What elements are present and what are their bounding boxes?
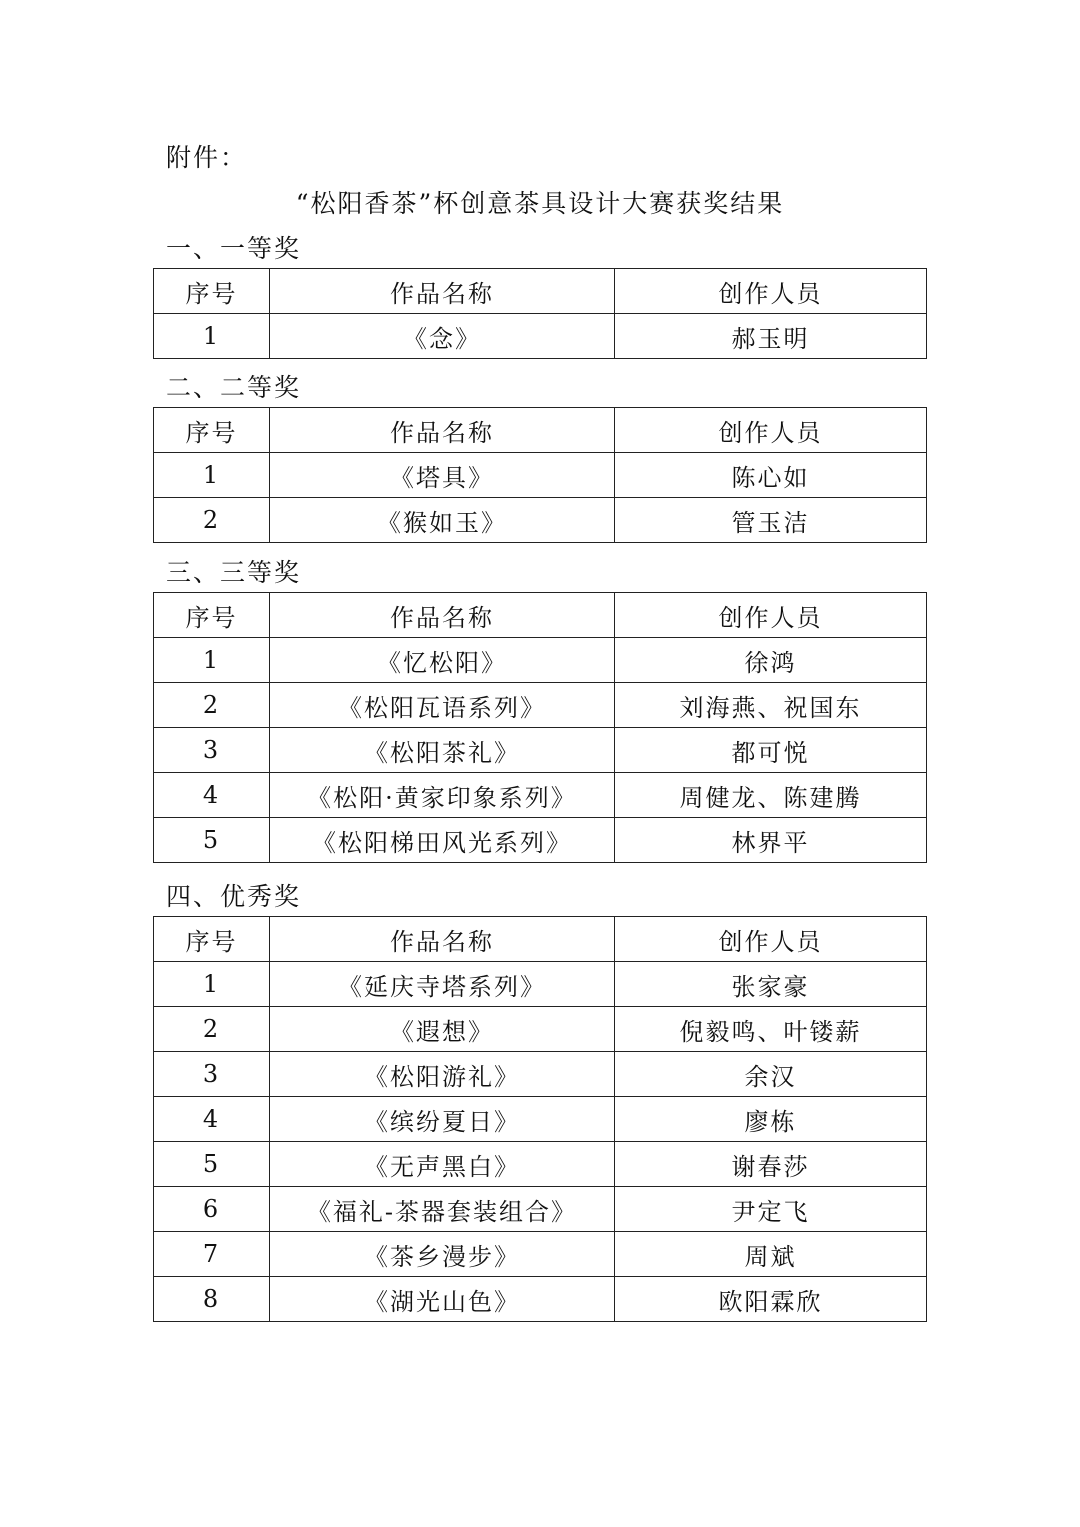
attachment-label: 附件： [166,143,248,172]
cell-index: 2 [154,683,270,728]
cell-work-name: 《延庆寺塔系列》 [270,962,615,1007]
table-row [154,818,927,863]
award-table [153,916,927,1322]
cell-work-name: 《松阳茶礼》 [270,728,615,773]
table-row [154,1142,927,1187]
cell-creators: 倪毅鸣、叶镂薪 [615,1007,927,1052]
table-row [154,1232,927,1277]
cell-creators: 徐鸿 [615,638,927,683]
cell-work-name: 《念》 [270,314,615,359]
cell-index: 2 [154,1007,270,1052]
cell-work-name: 《松阳瓦语系列》 [270,683,615,728]
table-header-row [154,593,927,638]
header-index: 序号 [154,408,270,453]
cell-index: 3 [154,1052,270,1097]
header-work-name: 作品名称 [270,408,615,453]
cell-work-name: 《茶乡漫步》 [270,1232,615,1277]
cell-creators: 张家豪 [615,962,927,1007]
table-row [154,1097,927,1142]
cell-index: 5 [154,818,270,863]
cell-work-name: 《松阳游礼》 [270,1052,615,1097]
cell-creators: 刘海燕、祝国东 [615,683,927,728]
cell-index: 7 [154,1232,270,1277]
cell-work-name: 《猴如玉》 [270,498,615,543]
table-row [154,1007,927,1052]
table-row [154,962,927,1007]
cell-creators: 周健龙、陈建腾 [615,773,927,818]
cell-work-name: 《忆松阳》 [270,638,615,683]
cell-index: 4 [154,1097,270,1142]
section-heading: 四、优秀奖 [166,882,302,911]
cell-index: 6 [154,1187,270,1232]
header-creators: 创作人员 [615,917,927,962]
header-work-name: 作品名称 [270,269,615,314]
cell-creators: 林界平 [615,818,927,863]
table-row [154,683,927,728]
cell-creators: 周斌 [615,1232,927,1277]
cell-work-name: 《遐想》 [270,1007,615,1052]
header-index: 序号 [154,917,270,962]
award-table [153,407,927,543]
cell-creators: 谢春莎 [615,1142,927,1187]
header-creators: 创作人员 [615,408,927,453]
cell-creators: 都可悦 [615,728,927,773]
cell-index: 5 [154,1142,270,1187]
header-creators: 创作人员 [615,269,927,314]
cell-index: 2 [154,498,270,543]
document-title: “松阳香茶”杯创意茶具设计大赛获奖结果 [295,189,785,218]
cell-creators: 管玉洁 [615,498,927,543]
header-index: 序号 [154,593,270,638]
cell-index: 1 [154,314,270,359]
cell-creators: 廖栋 [615,1097,927,1142]
cell-index: 1 [154,638,270,683]
cell-creators: 余汉 [615,1052,927,1097]
cell-index: 3 [154,728,270,773]
table-header-row [154,917,927,962]
table-header-row [154,269,927,314]
table-row [154,1187,927,1232]
cell-index: 1 [154,453,270,498]
cell-creators: 欧阳霖欣 [615,1277,927,1322]
table-row [154,638,927,683]
award-table [153,592,927,863]
section-heading: 三、三等奖 [166,558,302,587]
cell-work-name: 《松阳·黄家印象系列》 [270,773,615,818]
cell-work-name: 《福礼-茶器套装组合》 [270,1187,615,1232]
table-row [154,453,927,498]
header-index: 序号 [154,269,270,314]
cell-index: 4 [154,773,270,818]
cell-creators: 郝玉明 [615,314,927,359]
table-row [154,1052,927,1097]
table-row [154,498,927,543]
cell-work-name: 《塔具》 [270,453,615,498]
table-header-row [154,408,927,453]
table-row [154,1277,927,1322]
cell-work-name: 《缤纷夏日》 [270,1097,615,1142]
header-work-name: 作品名称 [270,593,615,638]
section-heading: 二、二等奖 [166,373,302,402]
section-heading: 一、一等奖 [166,234,302,263]
header-creators: 创作人员 [615,593,927,638]
award-table [153,268,927,359]
table-row [154,728,927,773]
cell-index: 1 [154,962,270,1007]
cell-work-name: 《无声黑白》 [270,1142,615,1187]
table-row [154,773,927,818]
cell-index: 8 [154,1277,270,1322]
cell-creators: 陈心如 [615,453,927,498]
cell-work-name: 《松阳梯田风光系列》 [270,818,615,863]
table-row [154,314,927,359]
cell-work-name: 《湖光山色》 [270,1277,615,1322]
cell-creators: 尹定飞 [615,1187,927,1232]
header-work-name: 作品名称 [270,917,615,962]
